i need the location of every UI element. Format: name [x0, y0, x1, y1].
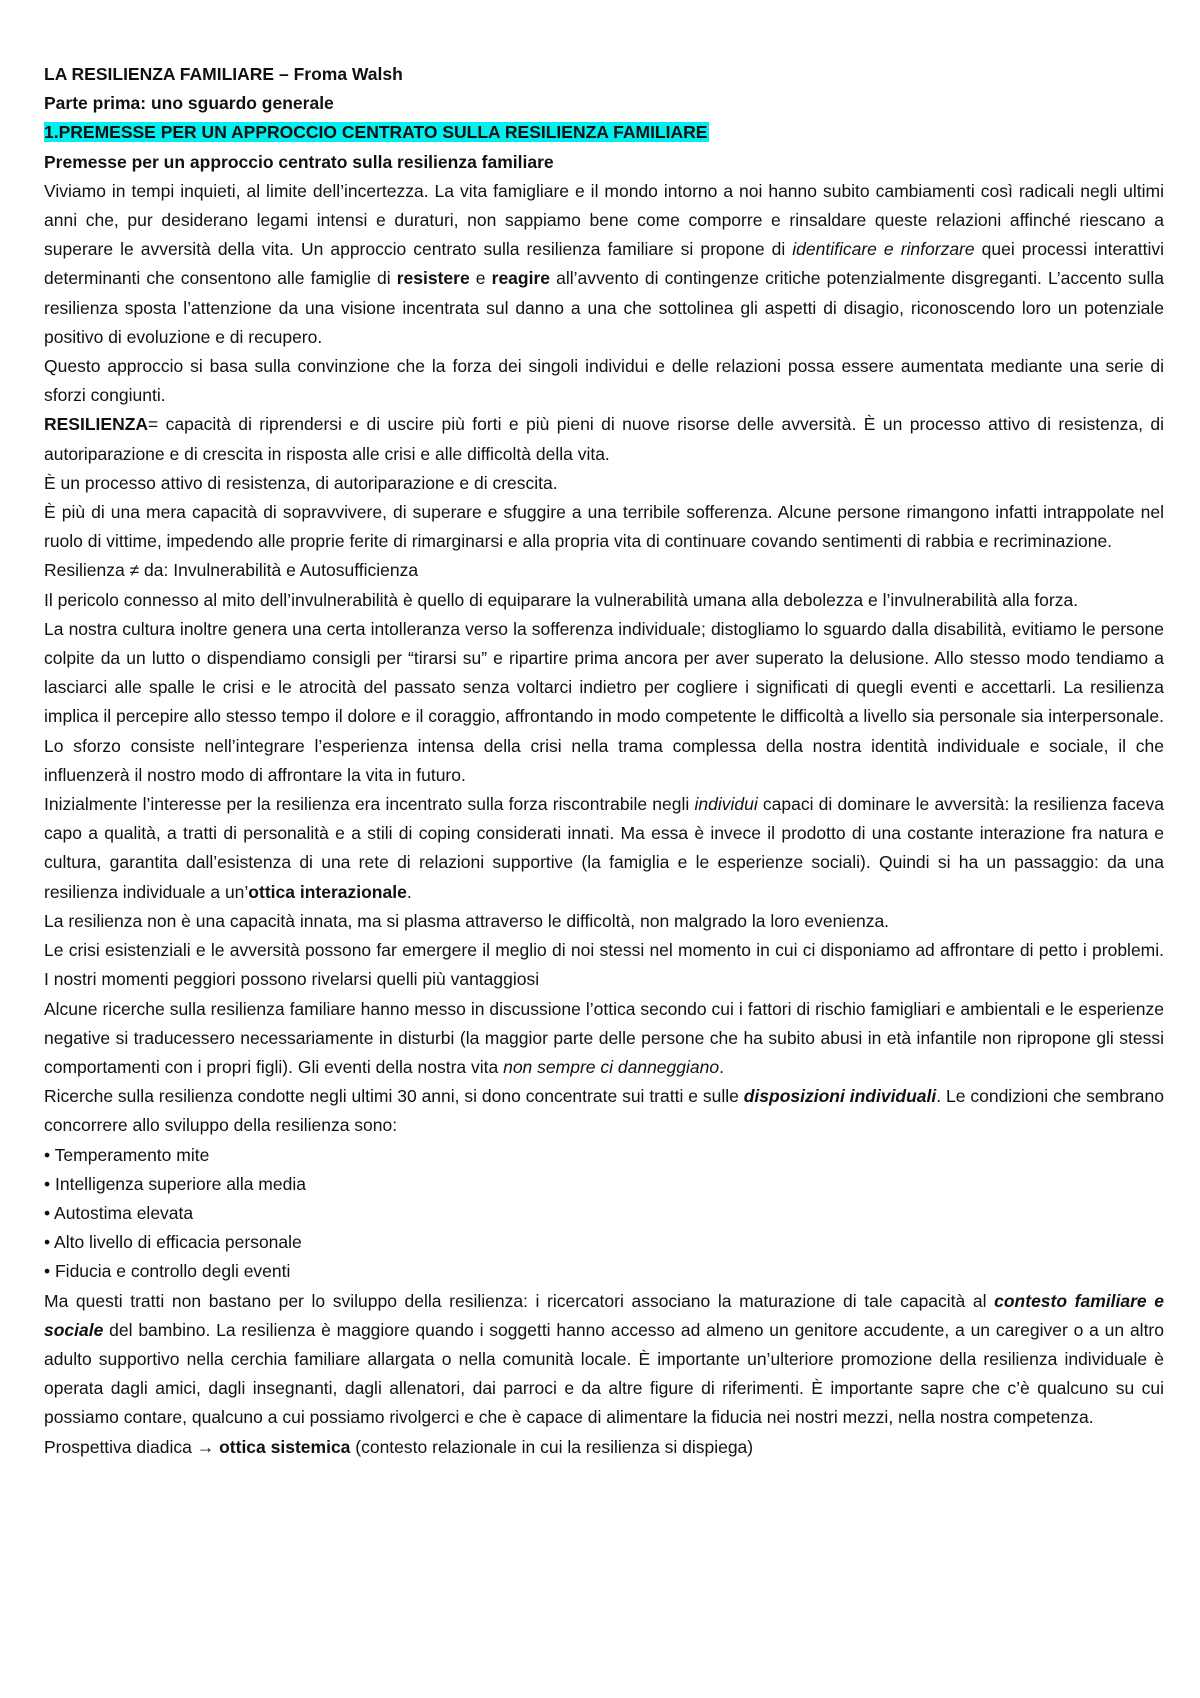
document-title-line	[44, 60, 1164, 89]
list-item: • Temperamento mite	[44, 1144, 210, 1165]
paragraph-10: La resilienza non è una capacità innata, ma si plasma attraverso le difficoltà, non malgrado la loro evenienza.	[44, 910, 890, 931]
definition-text: = capacità di riprendersi e di uscire più forti e più pieni di nuove risorse delle avversità. È un processo attivo di resistenza, di autoriparazione e di crescita in risposta alle crisi e alle difficoltà della vita.	[44, 414, 1164, 464]
part-heading: Parte prima: uno sguardo generale	[44, 93, 334, 114]
paragraph-11: Le crisi esistenziali e le avversità possono far emergere il meglio di noi stessi nel momento in cui ci disponiamo ad affrontare di petto i problemi. I nostri momenti peggiori possono rivelarsi quelli più vantaggiosi	[44, 940, 1164, 990]
paragraph-1: Viviamo in tempi inquieti, al limite dell’incertezza. La vita famigliare e il mondo intorno a noi hanno subito cambiamenti così radicali negli ultimi anni che, pur desiderano legami intensi e duraturi, non sappiamo bene come comporre e rinsaldare queste relazioni affinché riescano a superare le avversità della vita. Un approccio centrato sulla resilienza familiare si propone di identificare e rinforzare quei processi interattivi determinanti che consentono alle famiglie di resistere e reagire all’avvento di contingenze critiche potenzialmente disgreganti. L’accento sulla resilienza sposta l’attenzione da una visione incentrata sul danno a una che sottolinea gli aspetti di disagio, riconoscendo loro un potenziale positivo di evoluzione e di recupero.	[44, 180, 1164, 347]
paragraph-5: È più di una mera capacità di sopravvivere, di superare e sfuggire a una terribile sofferenza. Alcune persone rimangono infatti intrappolate nel ruolo di vittime, impedendo alle proprie ferite di rimarginarsi e alla propria vita di continuare covando sentimenti di rabbia e recriminazione.	[44, 502, 1164, 552]
list-item: • Fiducia e controllo degli eventi	[44, 1261, 291, 1282]
document-body	[44, 60, 1164, 1462]
section-heading: Premesse per un approccio centrato sulla resilienza familiare	[44, 151, 554, 172]
emphasis-bold: resistere	[396, 268, 470, 289]
paragraph-8: La nostra cultura inoltre genera una certa intolleranza verso la sofferenza individuale; distogliamo lo sguardo dalla disabilità, evitiamo le persone colpite da un lutto o dispendiamo consigli per “tirarsi su” e ripartire prima ancora per aver superato la delusione. Allo stesso modo tendiamo a lasciarci alle spalle le crisi e le atrocità del passato senza voltarci indietro per cogliere i significati di quegli eventi e accettarli. La resilienza implica il percepire allo stesso tempo il dolore e il coraggio, affrontando in modo competente le difficoltà a livello sia personale sia interpersonale. Lo sforzo consiste nell’integrare l’esperienza intensa della crisi nella trama complessa della nostra identità individuale e sociale, il che influenzerà il nostro modo di affrontare la vita in futuro.	[44, 618, 1164, 785]
paragraph-14: Ma questi tratti non bastano per lo sviluppo della resilienza: i ricercatori associano la maturazione di tale capacità al contesto familiare e sociale del bambino. La resilienza è maggiore quando i soggetti hanno accesso ad almeno un genitore accudente, a un caregiver o a un altro adulto supportivo nella cerchia familiare allargata o nella comunità locale. È importante un’ulteriore promozione della resilienza individuale è operata dagli amici, dagli insegnanti, dagli allenatori, dai parroci e da altre figure di riferimenti. È importante sapre che c’è qualcuno su cui possiamo contare, qualcuno a cui possiamo rivolgerci e che è capace di alimentare la fiducia nei nostri mezzi, nella nostra competenza.	[44, 1290, 1164, 1428]
paragraph-7: Il pericolo connesso al mito dell’invulnerabilità è quello di equiparare la vulnerabilità umana alla debolezza e l’invulnerabilità alla forza.	[44, 589, 1079, 610]
emphasis-italic: non sempre ci danneggiano	[503, 1056, 720, 1077]
paragraph-9: Inizialmente l’interesse per la resilienza era incentrato sulla forza riscontrabile negli individui capaci di dominare le avversità: la resilienza faceva capo a qualità, a tratti di personalità e a stili di coping considerati innati. Ma essa è invece il prodotto di una costante interazione fra natura e cultura, garantita dall’esistenza di una rete di relazioni supportive (la famiglia e le esperienze sociali). Quindi si ha un passaggio: da una resilienza individuale a un’ottica interazionale.	[44, 794, 1165, 902]
arrow-icon: →	[196, 1436, 215, 1457]
list-item: • Alto livello di efficacia personale	[44, 1232, 302, 1253]
paragraph-2: Questo approccio si basa sulla convinzione che la forza dei singoli individui e delle relazioni possa essere aumentata mediante una serie di sforzi congiunti.	[44, 356, 1164, 406]
title-separator: –	[274, 64, 294, 84]
list-item: • Autostima elevata	[44, 1202, 194, 1223]
paragraph-15: Prospettiva diadica → ottica sistemica (contesto relazionale in cui la resilienza si dispiega)	[44, 1436, 754, 1457]
definition-term: RESILIENZA	[44, 414, 149, 435]
paragraph-12: Alcune ricerche sulla resilienza familiare hanno messo in discussione l’ottica secondo cui i fattori di rischio famigliari e ambientali e le esperienze negative si traducessero necessariamente in disturbi (la maggior parte delle persone che ha subito abusi in età infantile non ripropone gli stessi comportamenti con i propri figli). Gli eventi della nostra vita non sempre ci danneggiano.	[44, 998, 1164, 1077]
paragraph-13: Ricerche sulla resilienza condotte negli ultimi 30 anni, si dono concentrate sui tratti e sulle disposizioni individuali. Le condizioni che sembrano concorrere allo sviluppo della resilienza sono:	[44, 1086, 1164, 1136]
document-title: LA RESILIENZA FAMILIARE	[44, 64, 275, 84]
emphasis-bold: reagire	[491, 268, 551, 289]
chapter-heading-line	[44, 118, 1164, 147]
emphasis-bold-italic: disposizioni individuali	[743, 1086, 937, 1107]
emphasis-bold: ottica interazionale	[248, 881, 407, 902]
emphasis-italic: identificare e rinforzare	[792, 239, 975, 260]
list-item: • Intelligenza superiore alla media	[44, 1173, 306, 1194]
emphasis-bold: ottica sistemica	[214, 1436, 351, 1457]
paragraph-6: Resilienza ≠ da: Invulnerabilità e Autosufficienza	[44, 560, 419, 581]
chapter-heading: 1.PREMESSE PER UN APPROCCIO CENTRATO SULLA RESILIENZA FAMILIARE	[44, 122, 708, 143]
emphasis-bold-italic: contesto familiare e sociale	[44, 1290, 1164, 1340]
paragraph-4: È un processo attivo di resistenza, di autoriparazione e di crescita.	[44, 472, 558, 493]
emphasis-italic: individui	[694, 794, 758, 815]
paragraph-3-definition	[44, 410, 1164, 468]
document-author: Froma Walsh	[293, 64, 403, 84]
bullet-list	[44, 1141, 1164, 1287]
